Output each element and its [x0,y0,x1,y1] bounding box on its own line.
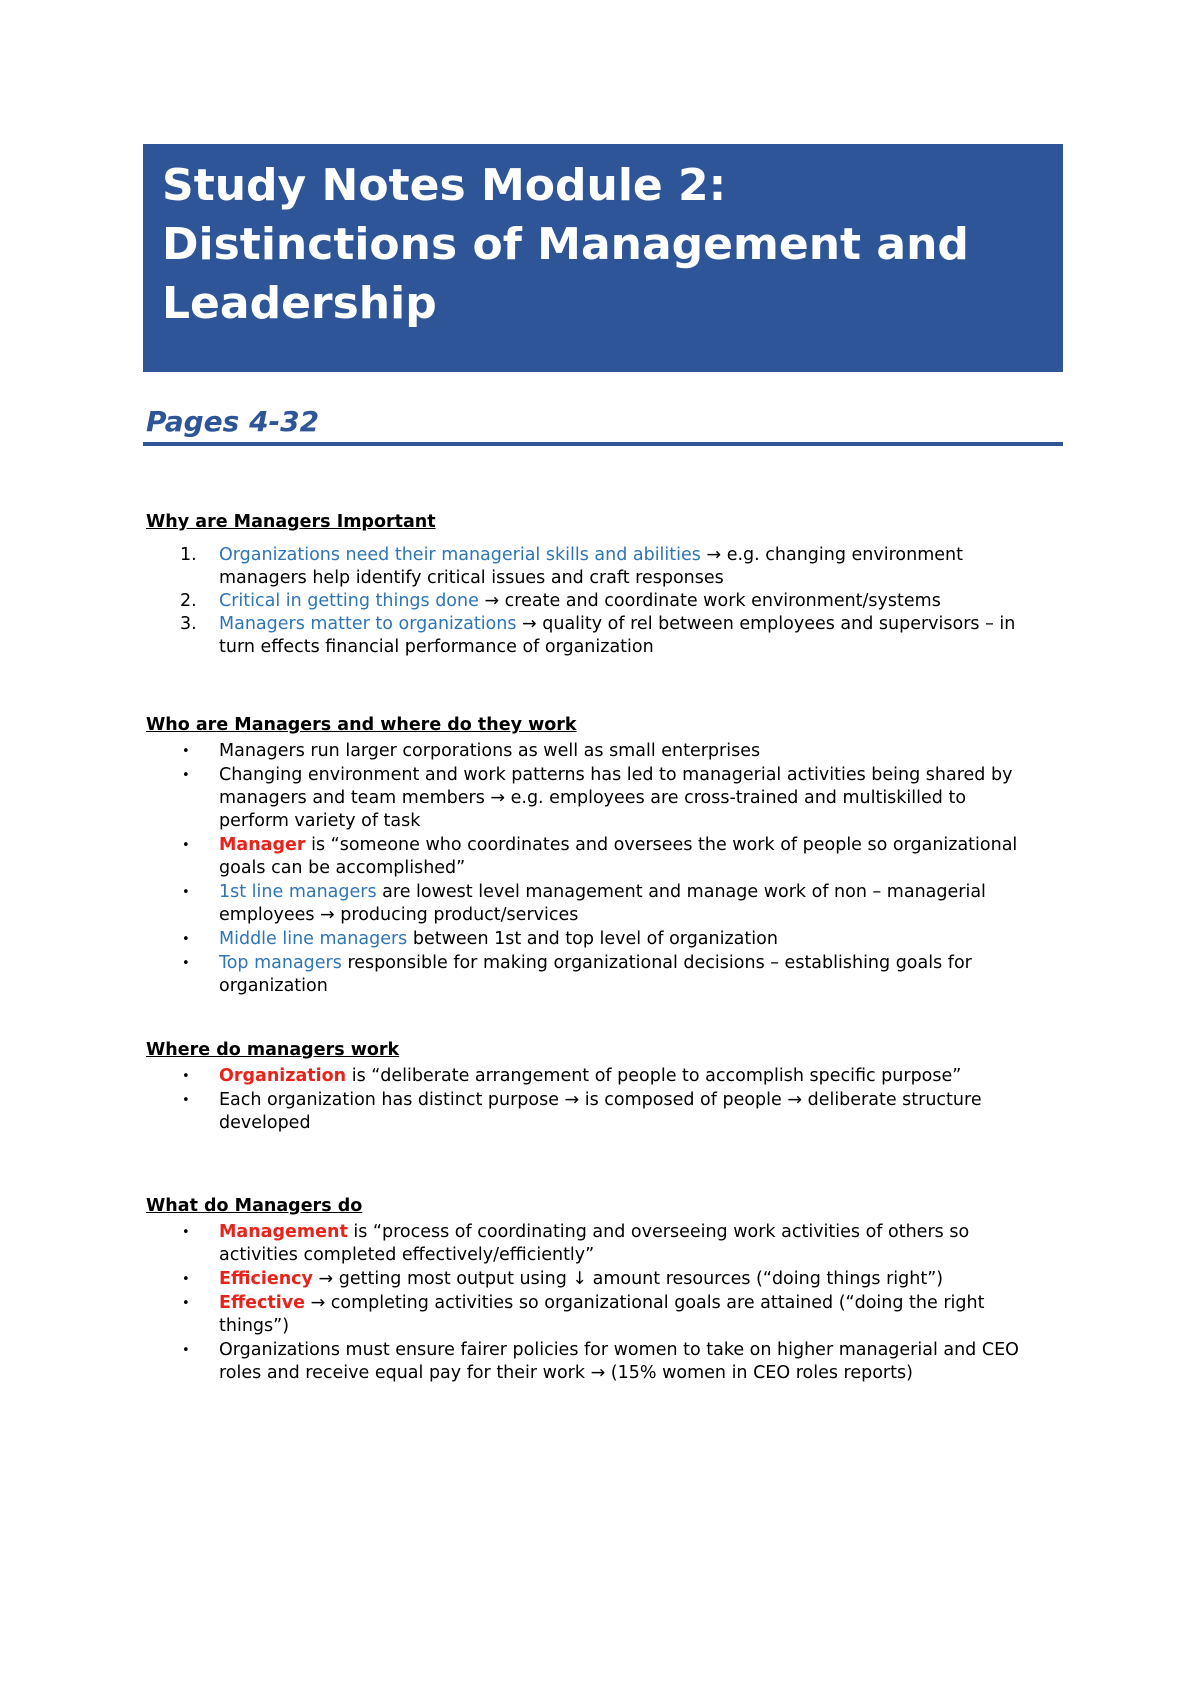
list-item [146,881,1066,927]
highlight-text: Critical in getting things done [219,591,479,611]
term-text: Management [219,1222,348,1242]
term-text: Efficiency [219,1269,313,1289]
bullet-marker: • [182,956,190,971]
item-text-cont: turn effects financial performance of organization [219,637,654,657]
item-text-cont: goals can be accomplished” [219,858,466,878]
item-text: are lowest level management and manage work of non – managerial [376,882,986,902]
bullet-marker: • [182,1296,190,1311]
heading-rule [143,442,1063,446]
item-text: is “deliberate arrangement of people to accomplish specific purpose” [346,1066,962,1086]
item-text-cont: activities completed effectively/efficiently” [219,1245,595,1265]
bullet-marker: • [182,744,190,759]
item-text-cont: roles and receive equal pay for their work → (15% women in CEO roles reports) [219,1363,913,1383]
item-text: responsible for making organizational decisions – establishing goals for [341,953,972,973]
highlight-text: Organizations need their managerial skills and abilities [219,545,701,565]
list-item [146,613,1066,659]
item-text-cont: developed [219,1113,311,1133]
highlight-text: Middle line managers [219,929,408,949]
item-text: → completing activities so organizational goals are attained (“doing the right [305,1293,985,1313]
bullet-list [146,1065,1066,1135]
item-text: Managers run larger corporations as well as small enterprises [219,741,761,761]
item-text-cont: managers and team members → e.g. employees are cross-trained and multiskilled to [219,788,967,808]
bullet-marker: • [182,932,190,947]
item-text: is “process of coordinating and overseeing work activities of others so [347,1222,970,1242]
highlight-text: 1st line managers [219,882,377,902]
pages-heading: Pages 4-32 [146,405,320,438]
list-item [146,1065,1066,1088]
item-text-cont: things”) [219,1316,290,1336]
title-line-3: Leadership [162,278,437,329]
title-banner [143,144,1063,372]
item-text: is “someone who coordinates and oversees the work of people so organizational [305,835,1018,855]
list-item [146,544,1066,590]
title-line-2: Distinctions of Management and [162,219,969,270]
bullet-list [146,740,1066,998]
item-text: Organizations must ensure fairer policies for women to take on higher managerial and CEO [219,1340,1019,1360]
term-text: Effective [219,1293,306,1313]
section-heading: What do Managers do [146,1196,363,1216]
item-text-cont: organization [219,976,328,996]
section-who-managers [146,714,1066,999]
term-text: Manager [219,835,306,855]
section-what-managers-do [146,1195,1066,1386]
item-text-cont: managers help identify critical issues and craft responses [219,568,724,588]
list-item [146,928,1066,951]
section-why-managers [146,511,1066,659]
bullet-marker: • [182,1225,190,1240]
list-number: 3. [180,614,197,634]
bullet-list [146,1221,1066,1385]
title-line-1: Study Notes Module 2: [162,160,727,211]
list-item [146,952,1066,998]
bullet-marker: • [182,1069,190,1084]
item-text-cont: perform variety of task [219,811,421,831]
highlight-text: Top managers [219,953,342,973]
item-text: Changing environment and work patterns has led to managerial activities being shared by [219,765,1013,785]
section-heading: Why are Managers Important [146,512,436,532]
item-text: → e.g. changing environment [700,545,963,565]
section-where-managers-work [146,1039,1066,1136]
item-text: → getting most output using ↓ amount resources (“doing things right”) [312,1269,944,1289]
section-heading: Where do managers work [146,1040,400,1060]
item-text: Each organization has distinct purpose → is composed of people → deliberate structure [219,1090,982,1110]
item-text: → quality of rel between employees and supervisors – in [516,614,1016,634]
bullet-marker: • [182,1343,190,1358]
list-item [146,1089,1066,1135]
list-item [146,1292,1066,1338]
bullet-marker: • [182,885,190,900]
list-item [146,834,1066,880]
term-text: Organization [219,1066,347,1086]
list-item [146,764,1066,833]
highlight-text: Managers matter to organizations [219,614,517,634]
bullet-marker: • [182,838,190,853]
list-item [146,1268,1066,1291]
list-number: 1. [180,545,197,565]
list-item [146,1339,1066,1385]
bullet-marker: • [182,768,190,783]
bullet-marker: • [182,1093,190,1108]
bullet-marker: • [182,1272,190,1287]
item-text: between 1st and top level of organization [407,929,778,949]
list-item [146,740,1066,763]
section-heading: Who are Managers and where do they work [146,715,577,735]
list-number: 2. [180,591,197,611]
list-item [146,1221,1066,1267]
numbered-list [146,544,1066,659]
item-text: → create and coordinate work environment/systems [478,591,941,611]
item-text-cont: employees → producing product/services [219,905,579,925]
list-item [146,590,1066,613]
